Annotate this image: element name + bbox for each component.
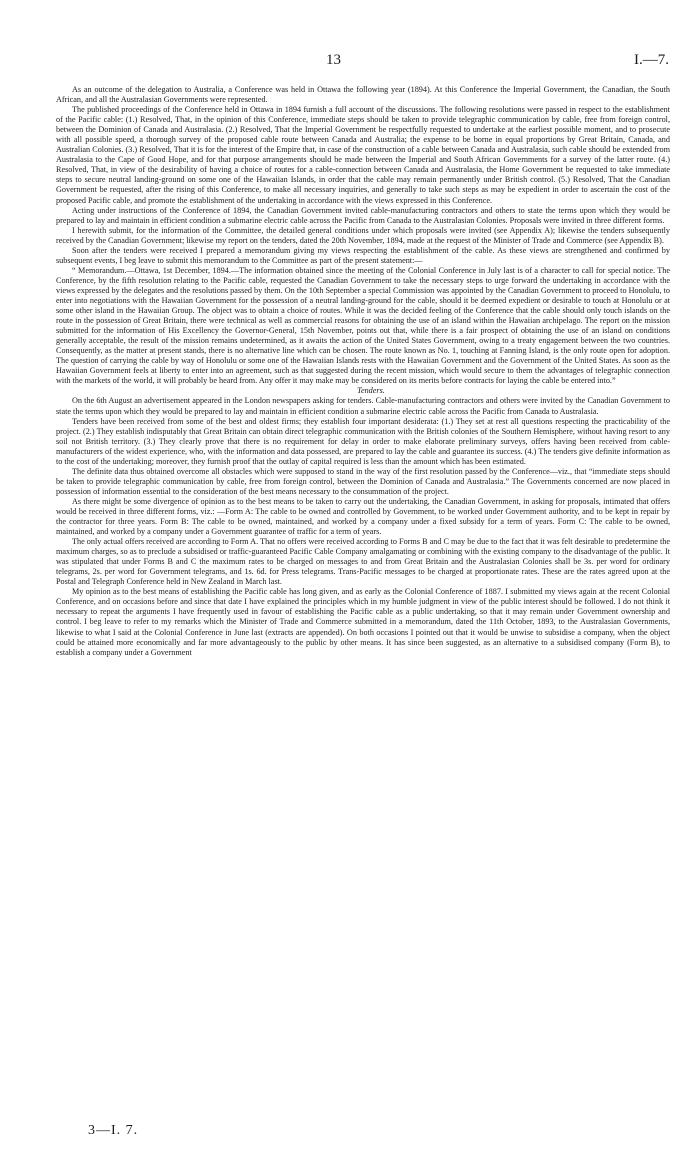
paragraph-desiderata: Tenders have been received from some of the best and oldest firms; they establish four important desiderata: (1.) They set at rest all questions respecting the practicability of the project. (2.) They establish indisputably that Great Britain can obtain direct telegraphic communication with the British colonies of the Southern Hemisphere, without having resort to any soil not British territory. (3.) They clearly prove that there is no requirement for delay in order to make elaborate preliminary surveys, offers having been received from cable-manufacturers of the widest experience, who, with the information and data possessed, are prepared to lay the cable and guarantee its success. (4.) The tenders give definite information as to the cost of the undertaking; moreover, they furnish proof that the outlay of capital required is less than the amount which has been estimated. <box>56 416 670 466</box>
paragraph-opinion: My opinion as to the best means of establishing the Pacific cable has long given, and as early as the Colonial Conference of 1887. I submitted my views again at the recent Colonial Conference, and on occasions before and since that date I have explained the principles which in my humble judgment in view of the public interest should be followed. I do not think it necessary to repeat the arguments I have frequently used in favour of establishing the Pacific cable as a public undertaking, so that it may remain under Government ownership and control. I beg leave to refer to my remarks which the Minister of Trade and Commerce submitted in a memorandum, dated the 11th October, 1893, to the Australasian Governments, likewise to what I said at the Colonial Conference in June last (extracts are appended). On both occasions I pointed out that it would be unwise to subsidise a company, when the object could be attained more economically and far more advantageously to the public by other means. It has since been suggested, as an alternative to a subsidised company (Form B), to establish a company under a Government <box>56 587 670 657</box>
paragraph-memorandum: “ Memorandum.—Ottawa, 1st December, 1894.—The information obtained since the meeting of the Colonial Conference in July last is of a character to call for special notice. The Conference, by the fifth resolution relating to the Pacific cable, requested the Canadian Government to take the necessary steps to urge forward the undertaking in accordance with the views expressed by the delegates and the resolutions passed by them. On the 10th September a special Commission was appointed by the Canadian Government to proceed to Honolulu, to enter into negotiations with the Hawaiian Government for the possession of a neutral landing-ground for the cable, should it be deemed expedient or desirable to touch at Honolulu or at some other island in the Hawaiian Group. The object was to obtain a choice of routes. While it was the decided feeling of the Conference that the cable should only touch islands on the route in the possession of Great Britain, there were technical as well as commercial reasons for obtaining the use of an island within the Hawaiian archipelago. The report on the mission submitted for the information of His Excellency the Governor-General, 15th November, points out that, while there is a fair prospect of obtaining the use of an island on conditions generally acceptable, the result of the mission remains undetermined, as it awaits the action of the United States Government, owing to a treaty engagement between the two countries. Consequently, as the matter at present stands, there is no alternative line which can be chosen. The route known as No. 1, touching at Fanning Island, is the only route open for adoption. The question of carrying the cable by way of Honolulu or some one of the Hawaiian Islands rests with the Hawaiian Government and the Government of the United States. As soon as the Hawaiian Government feels at liberty to enter into an agreement, such as that suggested during the recent mission, which would secure to them the advantages of telegraphic connection with the markets of the world, it will probably be heard from. Any offer it may make may be considered on its merits before contracts for laying the cable be entered into.” <box>56 265 670 386</box>
paragraph-definite-data: The definite data thus obtained overcome all obstacles which were supposed to stand in the way of the first resolution passed by the Conference—viz., that “immediate steps should be taken to provide telegraphic communication by cable, free from foreign control, between the Dominion of Canada and Australasia.” The Governments concerned are now placed in possession of information essential to the consideration of the best means necessary to the consummation of the project. <box>56 466 670 496</box>
paragraph-ottawa-conference: As an outcome of the delegation to Australia, a Conference was held in Ottawa the following year (1894). At this Conference the Imperial Government, the Canadian, the South African, and all the Australasian Governments were represented. <box>56 85 670 105</box>
section-heading-tenders: Tenders. <box>357 386 385 396</box>
paragraph-memorandum-intro: Soon after the tenders were received I prepared a memorandum giving my views respecting the establishment of the cable. As these views are strengthened and confirmed by subsequent events, I beg leave to submit this memorandum to the Committee as part of the present statement:— <box>56 245 670 265</box>
section-code: I.—7. <box>634 52 669 68</box>
paragraph-advertisement: On the 6th August an advertisement appeared in the London newspapers asking for tenders. Cable-manufacturing contractors and others were invited by the Canadian Government to state the terms upon which they would be prepared to lay and maintain in efficient condition a submarine electric cable across the Pacific from Canada to Australasia. <box>56 396 670 416</box>
paragraph-submission: I herewith submit, for the information of the Committee, the detailed general conditions under which proposals were invited (see Appendix A); likewise the tenders subsequently received by the Canadian Government; likewise my report on the tenders, dated the 20th November, 1894, made at the request of the Minister of Trade and Commerce (see Appendix B). <box>56 225 670 245</box>
paragraph-forms: As there might be some divergence of opinion as to the best means to be taken to carry out the undertaking, the Canadian Government, in asking for proposals, intimated that offers would be received in three different forms, viz.: —Form A: The cable to be owned and controlled by Government, to be worked under Government authority, and to be kept in repair by the contractor for three years. Form B: The cable to be owned, maintained, and worked by a company under a fixed subsidy for a term of years. Form C: The cable to be owned, maintained, and worked by a company under a Government guarantee of traffic for a term of years. <box>56 496 670 537</box>
paragraph-invitation: Acting under instructions of the Conference of 1894, the Canadian Government invited cable-manufacturing contractors and others to state the terms upon which they would be prepared to lay and maintain in efficient condition a submarine electric cable across the Pacific from Canada to the Australasian Colonies. Proposals were invited in three different forms. <box>56 205 670 225</box>
paragraph-resolutions: The published proceedings of the Conference held in Ottawa in 1894 furnish a full account of the discussions. The following resolutions were passed in respect to the establishment of the Pacific cable: (1.) Resolved, That, in the opinion of this Conference, immediate steps should be taken to provide telegraphic communication by cable, free from foreign control, between the Dominion of Canada and Australasia. (2.) Resolved, That the Imperial Government be respectfully requested to undertake at the earliest possible moment, and to prosecute with all possible speed, a thorough survey of the proposed cable route between Canada and Australia; the expense to be borne in equal proportions by Great Britain, Canada, and Australian Colonies. (3.) Resolved, That it is for the interest of the Empire that, in case of the construction of a cable between Canada and Australasia, such cable should be extended from Australasia to the Cape of Good Hope, and for that purpose arrangements should be made between the Imperial and South African Governments for a survey of the latter route. (4.) Resolved, That, in view of the desirability of having a choice of routes for a cable-connection between Canada and Australasia, the Home Government be requested to take immediate steps to secure neutral landing-ground on some one of the Hawaiian Islands, in order that the cable may remain permanently under British control. (5.) Resolved, That the Canadian Government be requested, after the rising of this Conference, to make all necessary inquiries, and generally to take such steps as may be expedient in order to ascertain the cost of the proposed Pacific cable, and promote the establishment of the undertaking in accordance with the views expressed in this Conference. <box>56 105 670 205</box>
signature-mark: 3—I. 7. <box>88 1123 139 1138</box>
body-text <box>56 85 670 658</box>
page-number: 13 <box>326 52 341 68</box>
page-header <box>0 52 700 72</box>
paragraph-offers: The only actual offers received are according to Form A. That no offers were received according to Forms B and C may be due to the fact that it was felt desirable to predetermine the maximum charges, so as to preclude a subsidised or traffic-guaranteed Pacific Cable Company amalgamating or combining with the existing company to the disadvantage of the public. It was stipulated that under Forms B and C the maximum rates to be charged on messages to and from Great Britain and the Australasian Colonies shall be 3s. per word for ordinary telegrams, 2s. per word for Government telegrams, and 1s. 6d. for Press telegrams. Trans-Pacific messages to be charged at proportionate rates. These are the rates agreed upon at the Postal and Telegraph Conference held in New Zealand in March last. <box>56 537 670 587</box>
